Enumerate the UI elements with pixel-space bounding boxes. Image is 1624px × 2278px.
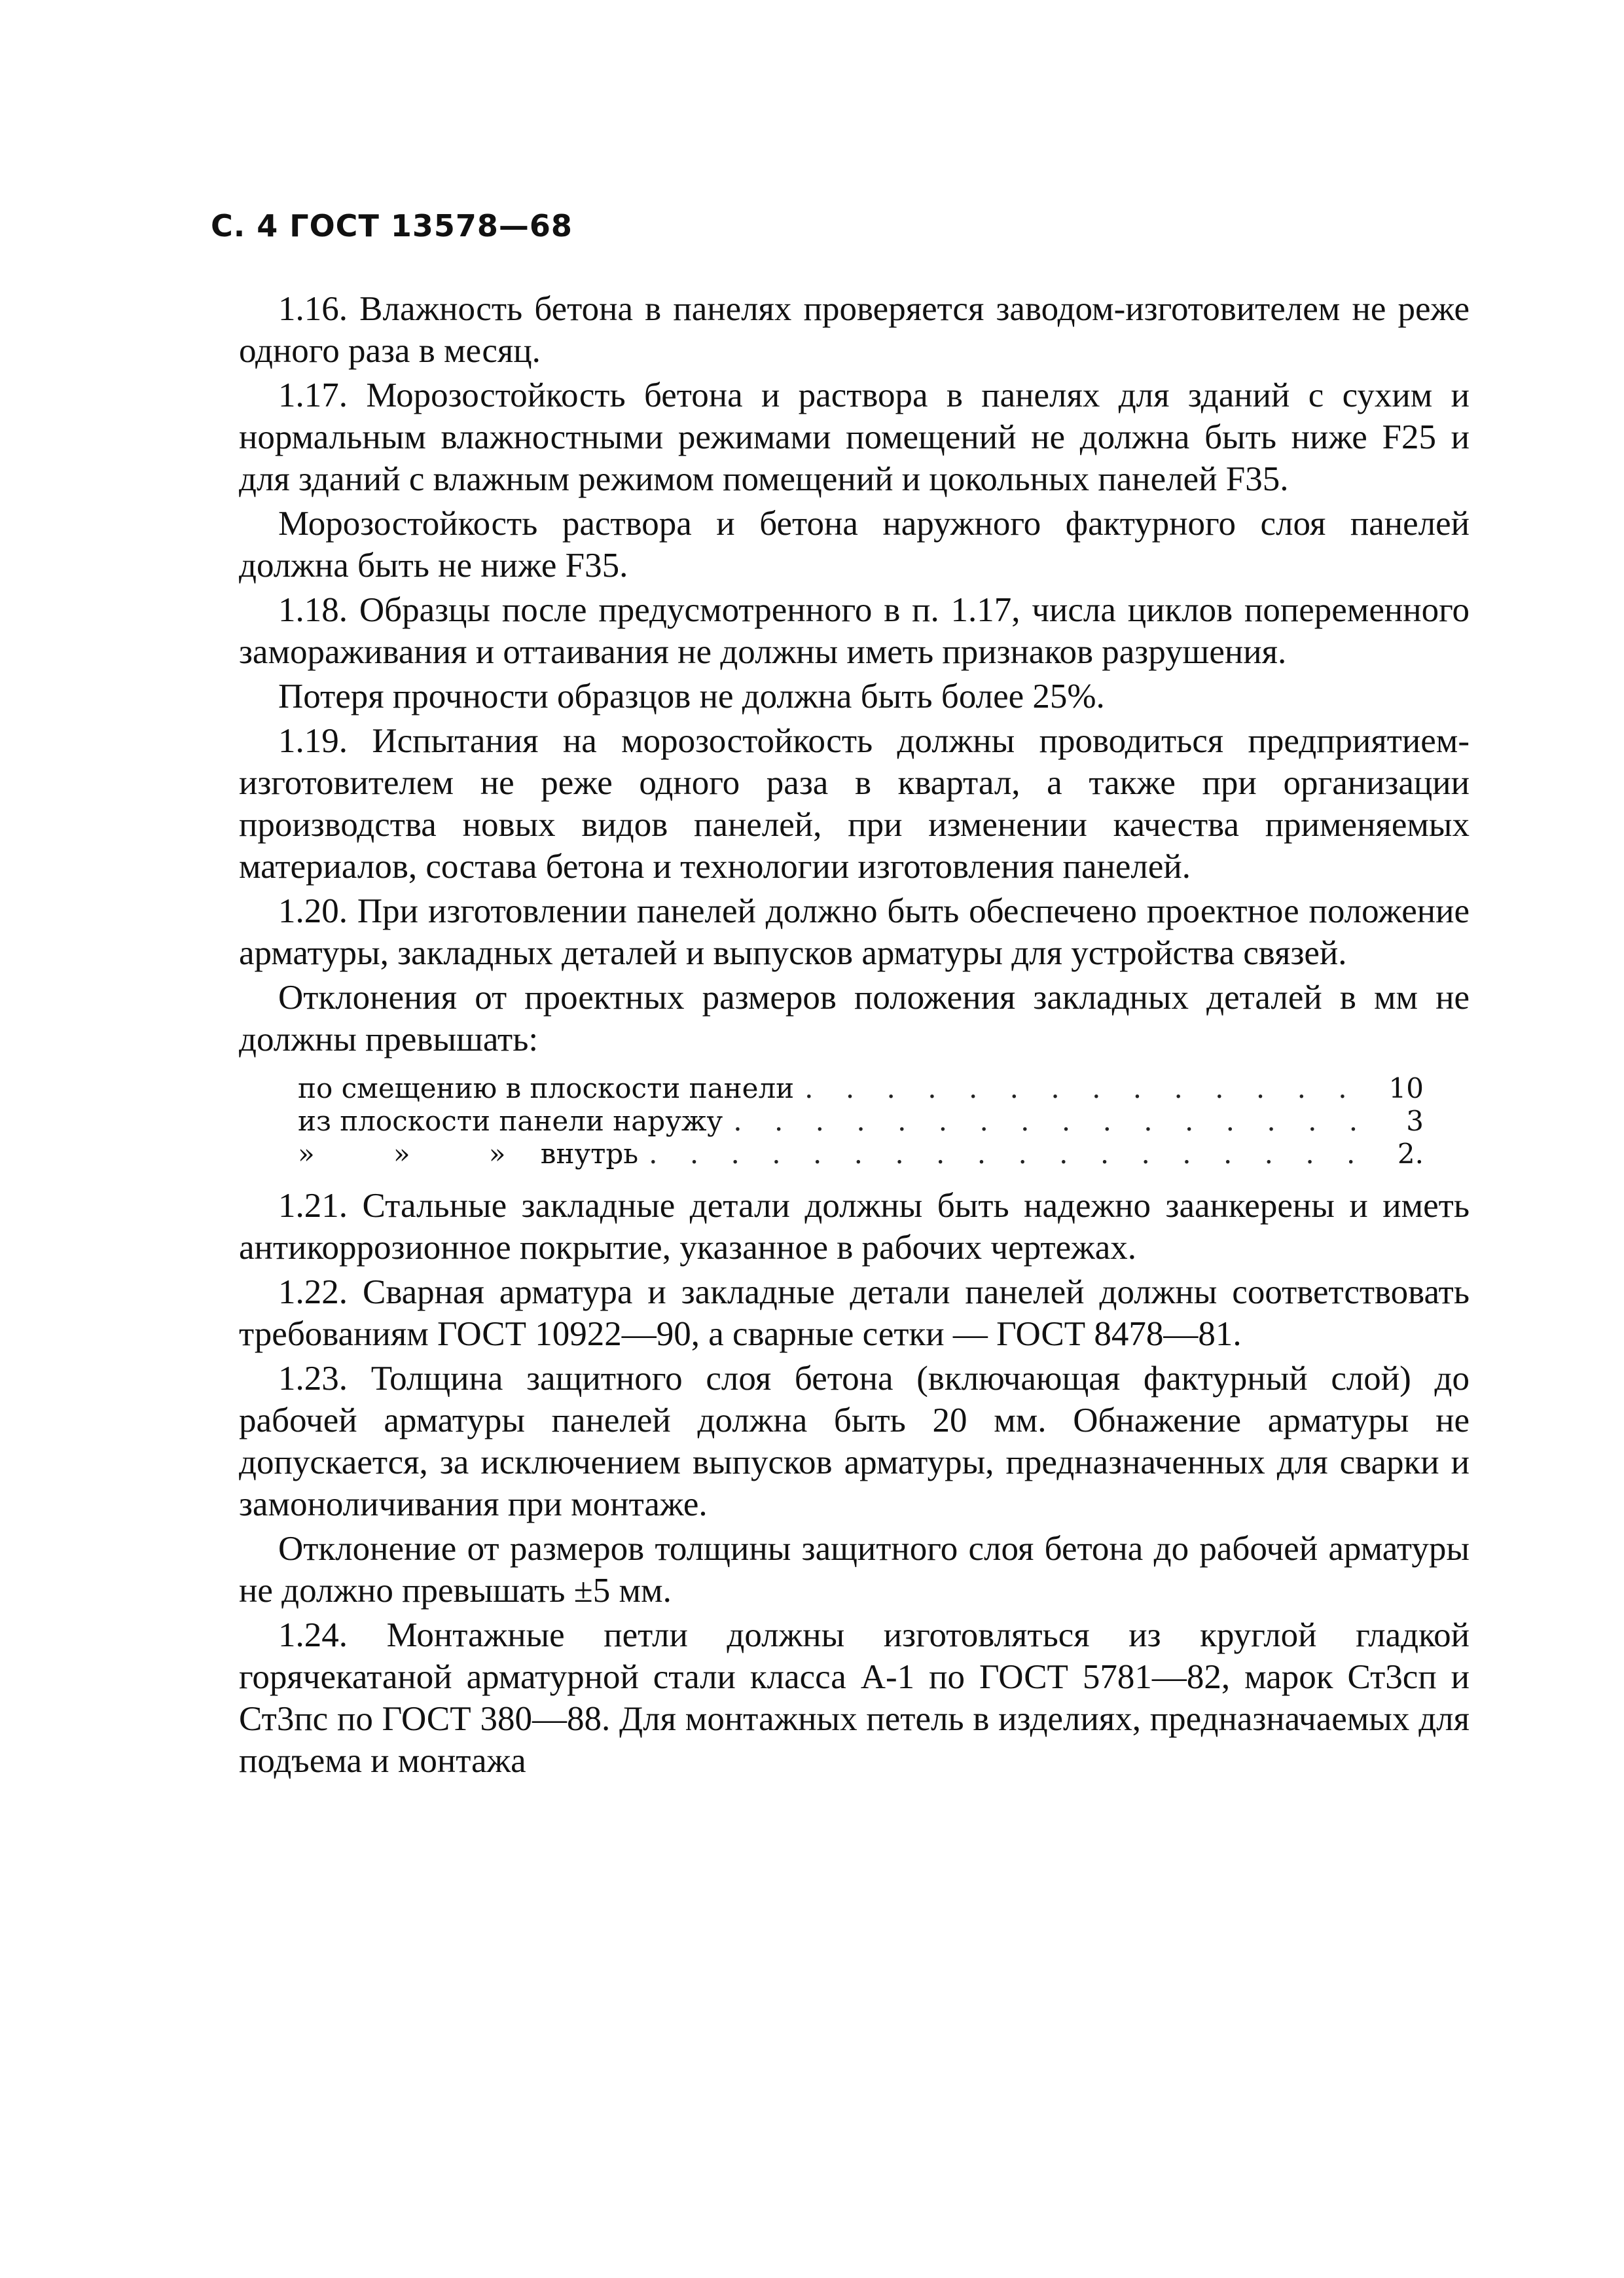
dot-leader: [649, 1138, 1374, 1170]
paragraph-1-17: 1.17. Морозостойкость бетона и раствора в панелях для зданий с сухим и нормальным влажностными режимами помещений не должна быть ниже F25 и для зданий с влажным режимом помещений и цокольных панелей F35.: [239, 376, 1470, 498]
paragraph-1-20: 1.20. При изготовлении панелей должно быть обеспечено проектное положение арматуры, закладных деталей и выпусков арматуры для устройства связей.: [239, 892, 1470, 972]
paragraph-1-23: 1.23. Толщина защитного слоя бетона (включающая фактурный слой) до рабочей арматуры панелей должна быть 20 мм. Обнажение арматуры не допускается, за исключением выпусков арматуры, предназначенных для сварки и замоноличивания при монтаже.: [239, 1360, 1470, 1523]
tolerance-row: [298, 1105, 1424, 1138]
tolerance-row: [298, 1138, 1424, 1170]
paragraph-1-18: 1.18. Образцы после предусмотренного в п. 1.17, числа циклов попеременного замораживания и оттаивания не должны иметь признаков разрушения.: [239, 591, 1470, 671]
tolerance-label: по смещению в плоскости панели: [298, 1072, 795, 1104]
dot-leader: [733, 1105, 1374, 1138]
tolerance-row: [298, 1072, 1424, 1105]
document-body: [239, 288, 1470, 1784]
tolerance-value: 10: [1388, 1072, 1424, 1104]
dot-leader: [804, 1072, 1374, 1105]
tolerance-value: 3: [1406, 1105, 1424, 1137]
paragraph-1-24: 1.24. Монтажные петли должны изготовляться из круглой гладкой горячекатаной арматурной стали класса А-1 по ГОСТ 5781—82, марок Ст3сп и Ст3пс по ГОСТ 380—88. Для монтажных петель в изделиях, предназначаемых для подъема и монтажа: [239, 1616, 1470, 1780]
tolerance-value: 2.: [1397, 1138, 1424, 1170]
tolerance-label: » » » внутрь: [298, 1138, 639, 1170]
paragraph-1-16: 1.16. Влажность бетона в панелях проверяется заводом-изготовителем не реже одного раза в месяц.: [239, 290, 1470, 370]
paragraph-deviations-intro: Отклонения от проектных размеров положения закладных деталей в мм не должны превышать:: [239, 979, 1470, 1058]
tolerance-label: из плоскости панели наружу: [298, 1105, 723, 1137]
page-header: С. 4 ГОСТ 13578—68: [211, 208, 573, 244]
paragraph-1-21: 1.21. Стальные закладные детали должны быть надежно заанкерены и иметь антикоррозионное покрытие, указанное в рабочих чертежах.: [239, 1187, 1470, 1267]
paragraph-frost-resistance-facing: Морозостойкость раствора и бетона наружного фактурного слоя панелей должна быть не ниже F35.: [239, 505, 1470, 585]
paragraph-strength-loss: Потеря прочности образцов не должна быть более 25%.: [278, 678, 1105, 715]
paragraph-cover-deviation: Отклонение от размеров толщины защитного слоя бетона до рабочей арматуры не должно превышать ±5 мм.: [239, 1530, 1470, 1610]
paragraph-1-22: 1.22. Сварная арматура и закладные детали панелей должны соответствовать требованиям ГОСТ 10922—90, а сварные сетки — ГОСТ 8478—81.: [239, 1273, 1470, 1353]
paragraph-1-19: 1.19. Испытания на морозостойкость должны проводиться предприятием-изготовителем не реже одного раза в квартал, а также при организации производства новых видов панелей, при изменении качества применяемых материалов, состава бетона и технологии изготовления панелей.: [239, 722, 1470, 886]
tolerance-list: [298, 1072, 1424, 1170]
